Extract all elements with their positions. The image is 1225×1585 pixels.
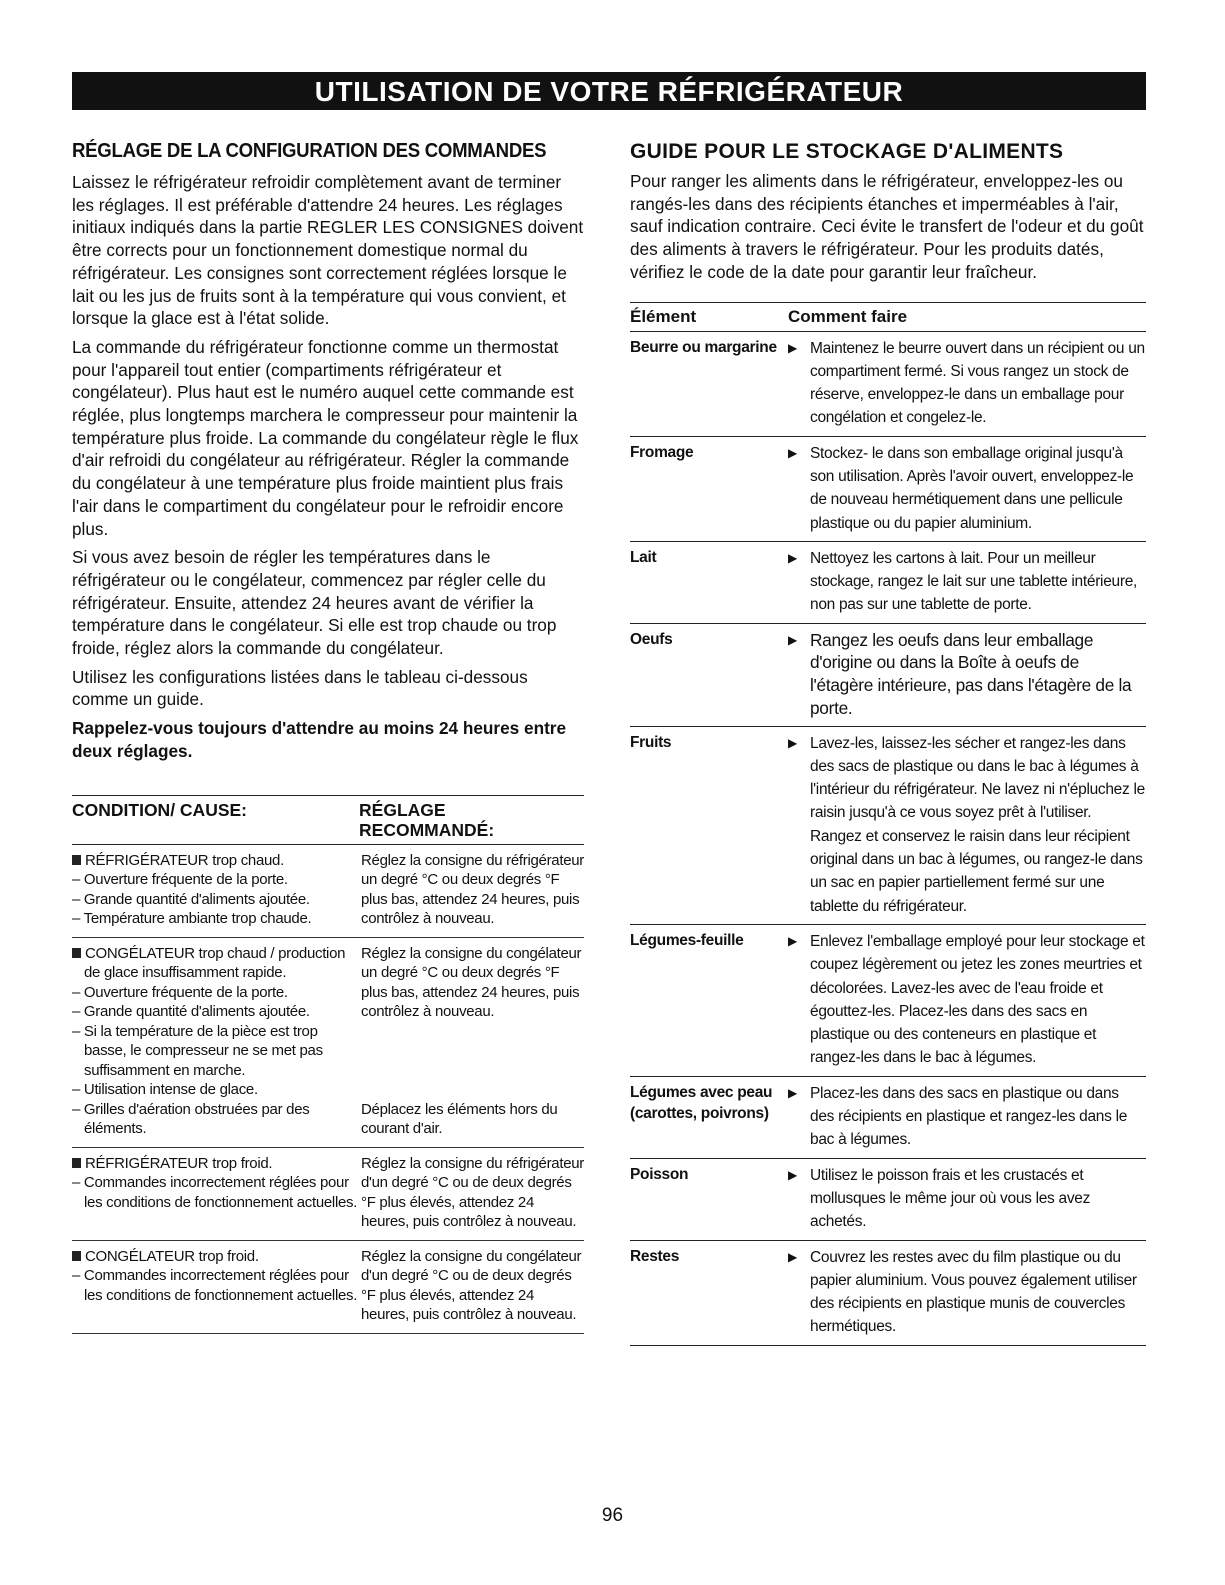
food-item: Poisson — [630, 1165, 689, 1183]
bullet-square-icon — [72, 948, 81, 958]
cause-item: – Grilles d'aération obstruées par des éléments. — [72, 1100, 310, 1138]
food-item: Restes — [630, 1247, 680, 1265]
reglage-text: Réglez la consigne du réfrigérateur d'un degré °C ou de deux degrés °F plus élevés, attendez 24 heures, puis contrôlez à nouveau. — [361, 1154, 584, 1231]
storage-table — [630, 302, 1146, 1346]
page-number: 96 — [601, 1505, 624, 1526]
food-item: Beurre ou margarine — [630, 338, 777, 356]
storage-instruction: Nettoyez les cartons à lait. Pour un meilleur stockage, rangez le lait sur une tablette intérieure, non pas sur une tablette de porte. — [810, 549, 1138, 614]
condition-text: RÉFRIGÉRATEUR trop chaud. — [85, 851, 284, 869]
cause-item: – Grande quantité d'aliments ajoutée. — [72, 1003, 310, 1021]
storage-row — [630, 332, 1146, 437]
triangle-bullet-icon: ▶ — [788, 735, 797, 750]
triangle-bullet-icon: ▶ — [788, 340, 797, 355]
reglage-text: Réglez la consigne du congélateur d'un degré °C ou de deux degrés °F plus élevés, attendez 24 heures, puis contrôlez à nouveau. — [361, 1247, 582, 1324]
settings-table-header — [72, 796, 584, 845]
right-column — [630, 140, 1146, 1346]
paragraph: Laissez le réfrigérateur refroidir complètement avant de terminer les réglages. Il est préférable d'attendre 24 heures. Les réglages initiaux indiqués dans la partie REGLER LES CONSIGNES doivent être corrects pour un fonctionnement domestique normal du réfrigérateur. Les consignes sont correctement réglées lorsque le lait ou les jus de fruits sont à la température qui vous convient, et lorsque la glace est à l'état solide. — [72, 172, 584, 329]
cause-item: – Utilisation intense de glace. — [72, 1081, 258, 1099]
storage-row — [630, 624, 1146, 727]
cause-item: – Commandes incorrectement réglées pour les conditions de fonctionnement actuelles. — [72, 1174, 358, 1211]
condition-text: CONGÉLATEUR trop froid. — [85, 1247, 259, 1265]
condition-text: RÉFRIGÉRATEUR trop froid. — [85, 1154, 273, 1172]
bullet-square-icon — [72, 1158, 81, 1168]
storage-instruction: Rangez les oeufs dans leur emballage d'origine ou dans la Boîte à oeufs de l'étagère intérieure, pas dans l'étagère de la porte. — [810, 629, 1132, 718]
food-item: Lait — [630, 548, 657, 566]
paragraph: Si vous avez besoin de régler les températures dans le réfrigérateur ou le congélateur, commencez par régler celle du réfrigérateur. Ensuite, attendez 24 heures avant de vérifier la température dans le congélateur. Si elle est trop chaude ou trop froide, réglez alors la commande du congélateur. — [72, 547, 557, 659]
page-banner: UTILISATION DE VOTRE RÉFRIGÉRATEUR — [72, 72, 1146, 110]
storage-instruction: Couvrez les restes avec du film plastique ou du papier aluminium. Vous pouvez également utiliser des récipients en plastique munis de couvercles hermétiques. — [810, 1248, 1137, 1336]
how-header: Comment faire — [788, 306, 908, 326]
triangle-bullet-icon: ▶ — [788, 1085, 797, 1100]
cause-item: – Commandes incorrectement réglées pour les conditions de fonctionnement actuelles. — [72, 1267, 358, 1304]
left-column — [72, 140, 584, 1334]
reglage-text: Réglez la consigne du réfrigérateur un degré °C ou deux degrés °F plus bas, attendez 24 heures, puis contrôlez à nouveau. — [361, 851, 584, 928]
cause-item: – Grande quantité d'aliments ajoutée. — [72, 890, 310, 908]
storage-row — [630, 1077, 1146, 1159]
food-item: Oeufs — [630, 630, 673, 648]
settings-row — [72, 1148, 584, 1241]
storage-instruction: Lavez-les, laissez-les sécher et rangez-les dans des sacs de plastique ou dans le bac à légumes à l'intérieur du réfrigérateur. Ne lavez ni n'épluchez le raisin jusqu'à ce vous soyez prêt à l'utiliser. Rangez et conservez le raisin dans leur récipient original dans un bac à légumes, ou rangez-le dans un sac en papier partiellement fermé sur une tablette du réfrigérateur. — [810, 734, 1145, 915]
cause-item: – Ouverture fréquente de la porte. — [72, 983, 288, 1001]
bullet-square-icon — [72, 1251, 81, 1261]
reminder-note: Rappelez-vous toujours d'attendre au moins 24 heures entre deux réglages. — [72, 718, 567, 761]
settings-row — [72, 1241, 584, 1334]
storage-row — [630, 925, 1146, 1077]
triangle-bullet-icon: ▶ — [788, 550, 797, 565]
storage-row — [630, 1241, 1146, 1346]
reglage-text: Réglez la consigne du congélateur un degré °C ou deux degrés °F plus bas, attendez 24 heures, puis contrôlez à nouveau. — [361, 944, 582, 1021]
condition-header: CONDITION/ CAUSE: — [72, 799, 247, 820]
settings-table — [72, 795, 584, 1334]
food-item: Légumes avec peau (carottes, poivrons) — [630, 1083, 773, 1122]
controls-section-title: RÉGLAGE DE LA CONFIGURATION DES COMMANDES — [72, 140, 547, 162]
food-item: Légumes-feuille — [630, 931, 744, 949]
reglage-header: RÉGLAGE RECOMMANDÉ: — [359, 799, 495, 840]
settings-row — [72, 938, 584, 1148]
settings-row — [72, 845, 584, 938]
triangle-bullet-icon: ▶ — [788, 1249, 797, 1264]
triangle-bullet-icon: ▶ — [788, 933, 797, 948]
storage-instruction: Placez-les dans des sacs en plastique ou dans des récipients en plastique et rangez-les dans le bac à légumes. — [810, 1084, 1128, 1149]
reglage-text-extra: Déplacez les éléments hors du courant d'air. — [361, 1100, 558, 1138]
cause-item: – Si la température de la pièce est trop basse, le compresseur ne se met pas suffisamment en marche. — [72, 1022, 323, 1079]
bullet-square-icon — [72, 855, 81, 865]
storage-instruction: Maintenez le beurre ouvert dans un récipient ou un compartiment fermé. Si vous rangez un stock de réserve, enveloppez-le dans un emballage pour congélation et congelez-le. — [810, 339, 1145, 427]
cause-item: – Ouverture fréquente de la porte. — [72, 871, 288, 889]
triangle-bullet-icon: ▶ — [788, 632, 797, 647]
storage-intro: Pour ranger les aliments dans le réfrigérateur, enveloppez-les ou rangés-les dans des récipients étanches et imperméables à l'air, sauf indication contraire. Ceci évite le transfert de l'odeur et du goût des aliments à travers le réfrigérateur. Pour les produits datés, vérifiez le code de la date pour garantir leur fraîcheur. — [630, 171, 1144, 282]
condition-text: CONGÉLATEUR trop chaud / production de glace insuffisamment rapide. — [84, 944, 346, 982]
storage-instruction: Stockez- le dans son emballage original jusqu'à son utilisation. Après l'avoir ouvert, enveloppez-le de nouveau hermétiquement dans une pellicule plastique ou du papier aluminium. — [810, 444, 1134, 532]
storage-table-header — [630, 303, 1146, 332]
element-header: Élément — [630, 306, 697, 326]
paragraph: Utilisez les configurations listées dans le tableau ci-dessous comme un guide. — [72, 666, 528, 710]
storage-instruction: Utilisez le poisson frais et les crustacés et mollusques le même jour où vous les avez achetés. — [810, 1166, 1091, 1231]
food-item: Fruits — [630, 733, 672, 751]
cause-item: – Température ambiante trop chaude. — [72, 910, 312, 928]
storage-row — [630, 1159, 1146, 1241]
storage-row — [630, 542, 1146, 624]
storage-section-title: GUIDE POUR LE STOCKAGE D'ALIMENTS — [630, 140, 1064, 163]
triangle-bullet-icon: ▶ — [788, 1167, 797, 1182]
triangle-bullet-icon: ▶ — [788, 445, 797, 460]
food-item: Fromage — [630, 443, 694, 461]
storage-instruction: Enlevez l'emballage employé pour leur stockage et coupez légèrement ou jetez les zones meurtries et décolorées. Lavez-les avec de l'eau froide et égouttez-les. Placez-les dans des sacs en plastique ou des conteneurs en plastique et rangez-les dans le bac à légumes. — [810, 932, 1145, 1067]
paragraph: La commande du réfrigérateur fonctionne comme un thermostat pour l'appareil tout entier (compartiments réfrigérateur et congélateur). Plus haut est le numéro auquel cette commande est réglée, plus longtemps marchera le compresseur pour maintenir la température plus froide. La commande du congélateur règle le flux d'air refroidi du congélateur au réfrigérateur. Régler la commande du congélateur à une température plus froide maintient plus frais l'air dans le compartiment du congélateur pour le refroidir encore plus. — [72, 336, 579, 539]
storage-row — [630, 727, 1146, 925]
storage-row — [630, 437, 1146, 542]
